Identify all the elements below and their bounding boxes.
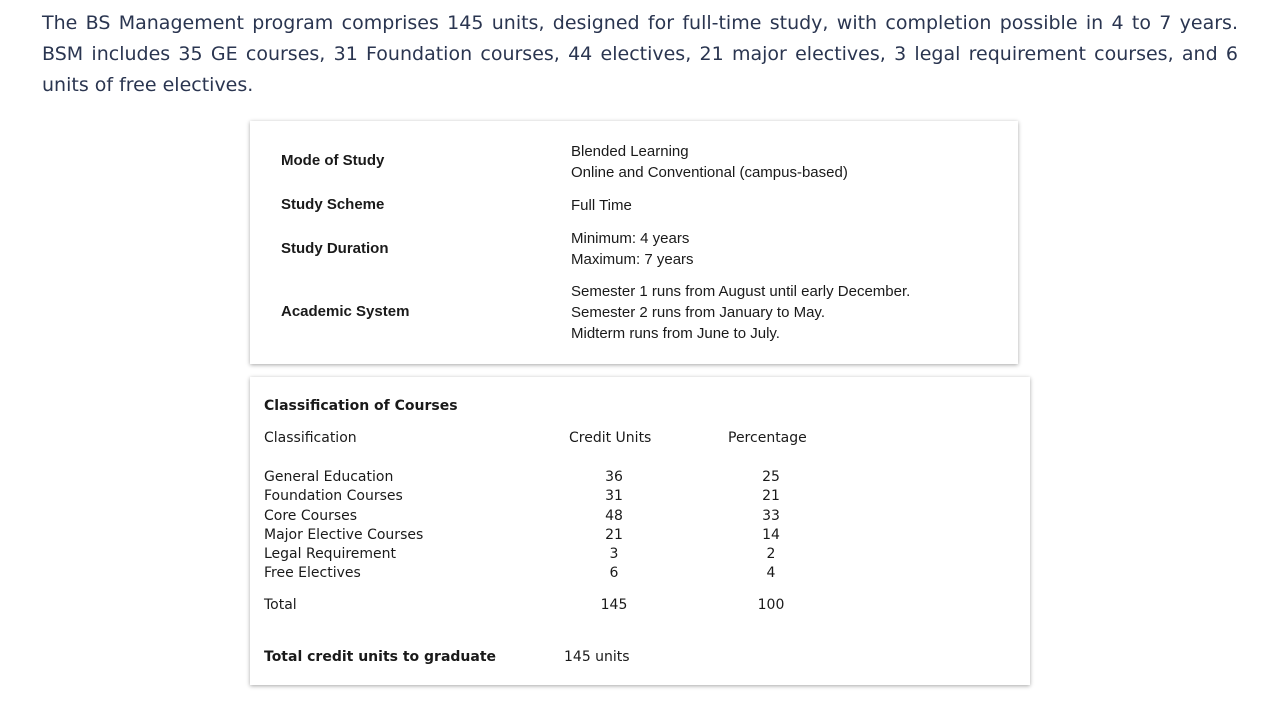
table-row-units: 36 <box>605 469 623 485</box>
table-row-percent: 25 <box>762 469 780 485</box>
graduate-label: Total credit units to graduate <box>264 649 497 665</box>
table-row-name: Core Courses <box>264 507 358 524</box>
classification-title: Classification of Courses <box>264 398 458 414</box>
table-row-units: 31 <box>605 488 623 505</box>
study-duration-line-1: Minimum: 4 years <box>571 230 690 247</box>
mode-of-study-label: Mode of Study <box>281 152 385 169</box>
study-scheme-line-1: Full Time <box>571 197 632 214</box>
header-credit-units: Credit Units <box>569 430 652 446</box>
study-scheme-label: Study Scheme <box>281 196 385 213</box>
total-percent: 100 <box>757 597 785 613</box>
table-row-percent: 33 <box>762 507 780 524</box>
classification-names <box>264 468 423 584</box>
table-row-percent: 4 <box>766 565 776 582</box>
academic-system-line-2: Semester 2 runs from January to May. <box>571 304 825 321</box>
total-units: 145 <box>600 597 628 613</box>
total-label: Total <box>264 597 297 613</box>
academic-system-label: Academic System <box>281 303 410 320</box>
mode-of-study-line-1: Blended Learning <box>571 143 689 160</box>
study-scheme-value <box>571 195 632 216</box>
percentage-column <box>741 468 801 584</box>
table-row-percent: 21 <box>762 488 780 505</box>
table-row-name: General Education <box>264 469 394 485</box>
academic-system-line-1: Semester 1 runs from August until early December. <box>571 283 911 300</box>
academic-system-value <box>571 281 910 344</box>
table-row-units: 6 <box>609 565 619 582</box>
table-row-units: 48 <box>605 507 623 524</box>
study-duration-line-2: Maximum: 7 years <box>571 251 694 268</box>
academic-system-line-3: Midterm runs from June to July. <box>571 325 780 342</box>
study-duration-value <box>571 228 694 270</box>
graduate-value: 145 units <box>564 649 630 665</box>
credit-units-column <box>584 468 644 584</box>
table-row-name: Free Electives <box>264 565 361 582</box>
table-row-percent: 14 <box>762 526 780 543</box>
mode-of-study-value <box>571 141 848 183</box>
table-row-units: 21 <box>605 526 623 543</box>
mode-of-study-line-2: Online and Conventional (campus-based) <box>571 164 848 181</box>
table-row-units: 3 <box>609 546 619 563</box>
study-duration-label: Study Duration <box>281 240 389 257</box>
table-row-percent: 2 <box>766 546 776 563</box>
header-percentage: Percentage <box>728 430 807 446</box>
table-row-name: Foundation Courses <box>264 488 403 505</box>
intro-paragraph: The BS Management program comprises 145 units, designed for full-time study, with completion possible in 4 to 7 years. BSM includes 35 GE courses, 31 Foundation courses, 44 electives, 21 major electives, 3 legal requirement courses, and 6 units of free electives. <box>42 12 1238 96</box>
program-info-card <box>250 121 1018 364</box>
table-row-name: Major Elective Courses <box>264 526 424 543</box>
classification-card <box>250 377 1030 685</box>
header-classification: Classification <box>264 430 357 446</box>
table-row-name: Legal Requirement <box>264 546 397 563</box>
